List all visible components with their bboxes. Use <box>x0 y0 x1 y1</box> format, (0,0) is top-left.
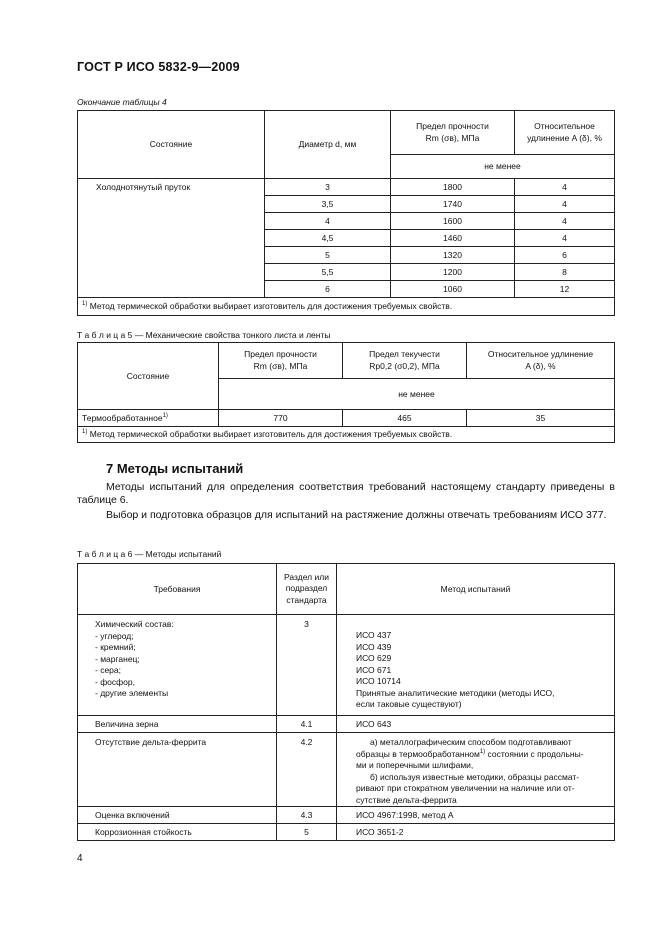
table4-header-strength: Предел прочности Rm (σв), МПа <box>391 111 515 155</box>
table6-inclusions-requirement: Оценка включений <box>78 807 277 824</box>
table4-cell: 1600 <box>391 213 515 230</box>
table4-cell: 4 <box>515 179 615 196</box>
table4-cell: 8 <box>515 264 615 281</box>
table6-delta-requirement: Отсутствие дельта-феррита <box>78 733 277 807</box>
table4-cell: 1800 <box>391 179 515 196</box>
table4-cell: 5,5 <box>265 264 391 281</box>
table4-cell: 6 <box>265 281 391 298</box>
table4-cell: 1060 <box>391 281 515 298</box>
table5-footnote: $^{1)}$ Метод термической обработки выбирает изготовитель для достижения требуемых свойств. <box>78 427 615 443</box>
table6-corrosion-requirement: Коррозионная стойкость <box>78 824 277 841</box>
table4-cell: 1740 <box>391 196 515 213</box>
table6-caption: Т а б л и ц а 6 — Методы испытаний <box>77 549 222 559</box>
table4-cell: 4 <box>515 213 615 230</box>
table6-delta-section: 4.2 <box>277 733 337 807</box>
table5-header-strength: Предел прочности Rm (σв), МПа <box>219 343 343 379</box>
table6-grain-method: ИСО 643 <box>337 716 615 733</box>
table4-cell: 4,5 <box>265 230 391 247</box>
table6-chem-methods: ИСО 437 ИСО 439 ИСО 629 ИСО 671 ИСО 10714 Принятые аналитические методики (методы ИСО, если таковые существуют) <box>337 615 615 716</box>
table4-cell: 4 <box>515 196 615 213</box>
table4-state-value: Холоднотянутый пруток <box>78 179 265 298</box>
table4-header-state: Состояние <box>78 111 265 179</box>
table6-corrosion-method: ИСО 3651-2 <box>337 824 615 841</box>
table6-header-method: Метод испытаний <box>337 564 615 615</box>
table5-row-state: Термообработанное$^{1)}$ <box>78 410 219 427</box>
table4-min-label: не менее <box>391 155 615 179</box>
table5-cell: 465 <box>343 410 467 427</box>
table6-header-section: Раздел или подраздел стандарта <box>277 564 337 615</box>
table4-footnote: $^{1)}$ Метод термической обработки выбирает изготовитель для достижения требуемых свойств. <box>78 298 615 316</box>
table4-header-diameter: Диаметр d, мм <box>265 111 391 179</box>
table5-header-elongation: Относительное удлинение A (δ), % <box>467 343 615 379</box>
table5-cell: 770 <box>219 410 343 427</box>
document-header: ГОСТ Р ИСО 5832-9—2009 <box>77 60 240 74</box>
table6-corrosion-section: 5 <box>277 824 337 841</box>
table6-inclusions-section: 4.3 <box>277 807 337 824</box>
table5-header-state: Состояние <box>78 343 219 410</box>
table4-cell: 1320 <box>391 247 515 264</box>
table5-cell: 35 <box>467 410 615 427</box>
table4 <box>77 110 615 316</box>
table5-header-yield: Предел текучести Rp0,2 (σ0,2), МПа <box>343 343 467 379</box>
table4-header-elongation: Относительное удлинение A (δ), % <box>515 111 615 155</box>
table4-caption: Окончание таблицы 4 <box>77 97 167 107</box>
table6-inclusions-method: ИСО 4967:1998, метод А <box>337 807 615 824</box>
table4-cell: 3,5 <box>265 196 391 213</box>
table6 <box>77 563 615 841</box>
table5 <box>77 342 615 443</box>
table4-cell: 1200 <box>391 264 515 281</box>
paragraph: Выбор и подготовка образцов для испытаний на растяжение должны отвечать требованиям ИСО 377. <box>106 509 607 521</box>
table4-cell: 4 <box>515 230 615 247</box>
table6-chem-requirements: Химический состав: - углерод; - кремний; - марганец; - сера; - фосфор, - другие элементы <box>78 615 277 716</box>
paragraph: Методы испытаний для определения соответствия требований настоящему стандарту приведены в таблице 6. <box>77 481 615 506</box>
section-title: 7 Методы испытаний <box>106 461 244 476</box>
table6-grain-section: 4.1 <box>277 716 337 733</box>
table5-min-label: не менее <box>219 379 615 410</box>
table4-cell: 12 <box>515 281 615 298</box>
table6-chem-section: 3 <box>277 615 337 716</box>
table4-cell: 5 <box>265 247 391 264</box>
page-number: 4 <box>77 853 83 864</box>
table4-cell: 6 <box>515 247 615 264</box>
table6-grain-requirement: Величина зерна <box>78 716 277 733</box>
table6-header-requirements: Требования <box>78 564 277 615</box>
table5-caption: Т а б л и ц а 5 — Механические свойства тонкого листа и ленты <box>77 330 331 340</box>
table4-cell: 4 <box>265 213 391 230</box>
table4-cell: 1460 <box>391 230 515 247</box>
table6-delta-method: а) металлографическим способом подготавливают образцы в термообработанном$^{1)}$ состоянии с продольны- ми и поперечными шлифами, б) используя известные методики, образцы рассмат- ривают при стократном увеличении на наличие или от- сутствие дельта-феррита <box>337 733 615 807</box>
table4-cell: 3 <box>265 179 391 196</box>
